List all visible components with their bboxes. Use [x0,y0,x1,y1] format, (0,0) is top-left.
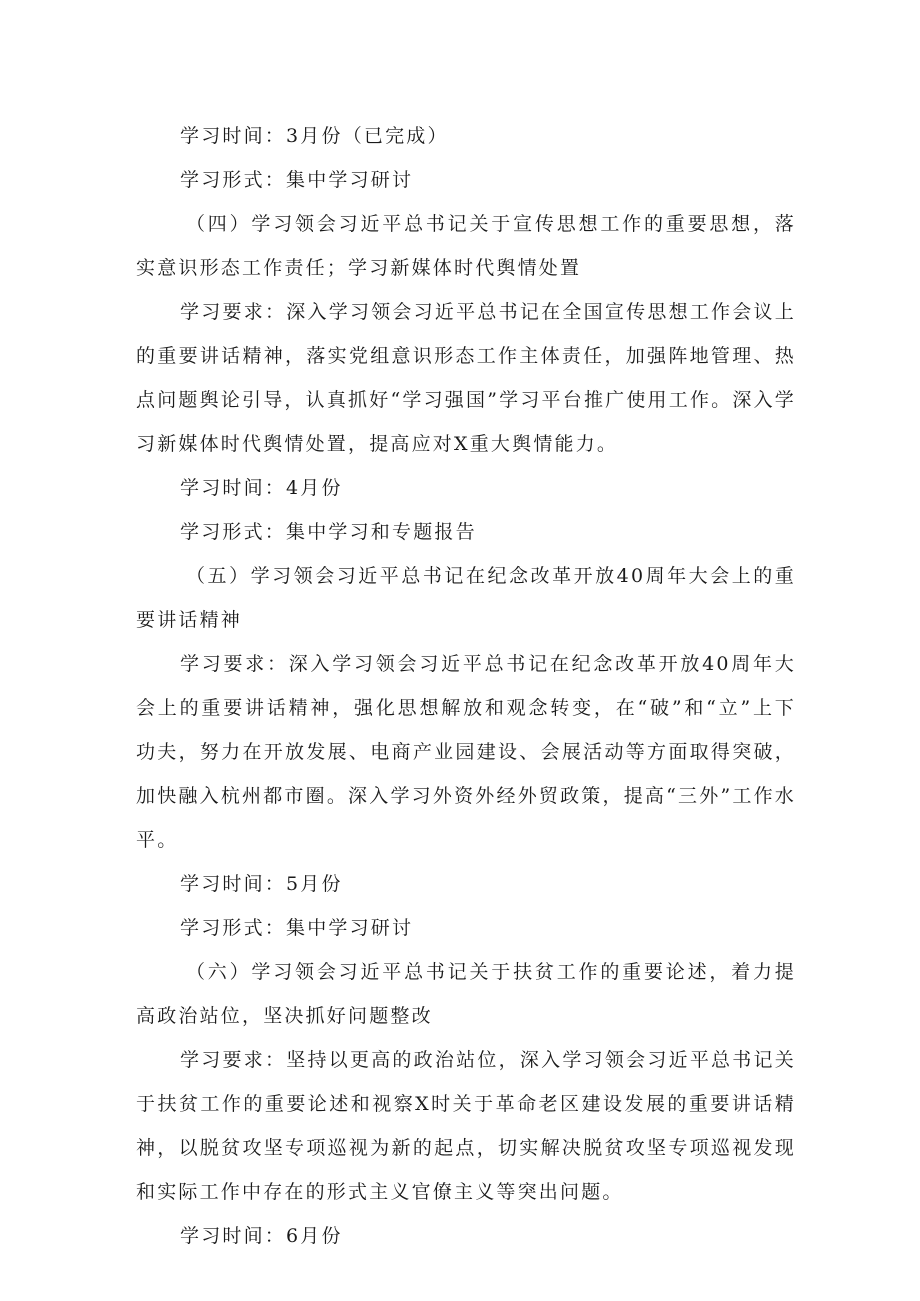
study-format-march: 学习形式：集中学习研讨 [180,169,414,191]
study-requirement-5: 学习要求：深入学习领会习近平总书记在纪念改革开放40周年大会上的重要讲话精神，强化思想解放和观念转变，在“破”和“立”上下功夫，努力在开放发展、电商产业园建设、会展活动等方面取得突破，加快融入杭州都市圈。深入学习外资外经外贸政策，提高“三外”工作水平。 [136,653,796,851]
study-requirement-4: 学习要求：深入学习领会习近平总书记在全国宣传思想工作会议上的重要讲话精神，落实党组意识形态工作主体责任，加强阵地管理、热点问题舆论引导，认真抓好“学习强国”学习平台推广使用工作。深入学习新媒体时代舆情处置，提高应对X重大舆情能力。 [136,301,796,455]
study-time-may: 学习时间：5月份 [180,873,343,895]
study-format-april: 学习形式：集中学习和专题报告 [180,521,477,543]
section-heading-4: （四）学习领会习近平总书记关于宣传思想工作的重要思想，落实意识形态工作责任；学习新媒体时代舆情处置 [136,213,796,279]
section-heading-5: （五）学习领会习近平总书记在纪念改革开放40周年大会上的重要讲话精神 [136,565,796,631]
document-body [136,114,796,1258]
study-time-april: 学习时间：4月份 [180,477,343,499]
section-heading-6: （六）学习领会习近平总书记关于扶贫工作的重要论述，着力提高政治站位，坚决抓好问题整改 [136,961,796,1027]
study-time-june: 学习时间：6月份 [180,1225,343,1247]
study-time-march: 学习时间：3月份（已完成） [180,125,449,147]
study-format-may: 学习形式：集中学习研讨 [180,917,414,939]
study-requirement-6: 学习要求：坚持以更高的政治站位，深入学习领会习近平总书记关于扶贫工作的重要论述和视察X时关于革命老区建设发展的重要讲话精神，以脱贫攻坚专项巡视为新的起点，切实解决脱贫攻坚专项巡视发现和实际工作中存在的形式主义官僚主义等突出问题。 [136,1049,796,1203]
